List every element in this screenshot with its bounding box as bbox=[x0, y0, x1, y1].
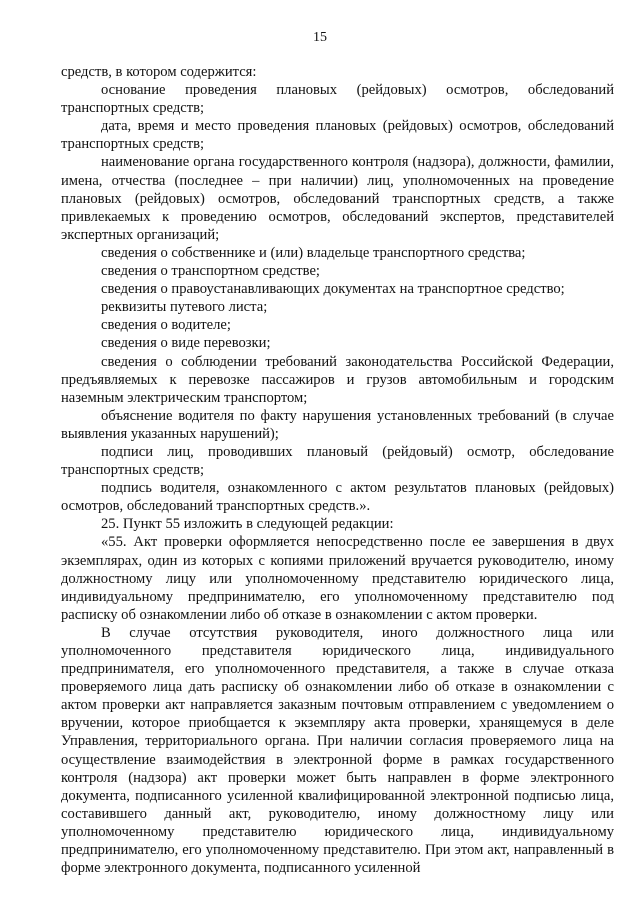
paragraph: средств, в котором содержится: bbox=[61, 64, 257, 80]
paragraph: подписи лиц, проводивших плановый (рейдовый) осмотр, обследование транспортных средств; bbox=[61, 443, 614, 479]
paragraph: сведения о виде перевозки; bbox=[101, 335, 271, 352]
paragraph: сведения о собственнике и (или) владельце транспортного средства; bbox=[101, 244, 526, 261]
paragraph: объяснение водителя по факту нарушения установленных требований (в случае выявления указанных нарушений); bbox=[61, 407, 614, 442]
paragraph: сведения о водителе; bbox=[101, 317, 231, 334]
paragraph: сведения о правоустанавливающих документах на транспортное средство; bbox=[101, 281, 565, 298]
paragraph: подпись водителя, ознакомленного с актом результатов плановых (рейдовых) осмотров, обследований транспортных средств.». bbox=[61, 480, 614, 515]
paragraph: дата, время и место проведения плановых (рейдовых) осмотров, обследований транспортных средств; bbox=[61, 118, 614, 153]
page-number: 15 bbox=[313, 30, 327, 45]
paragraph: сведения о соблюдении требований законодательства Российской Федерации, предъявляемых к перевозке пассажиров и грузов автомобильным и городским наземным электрическим транспортом; bbox=[61, 353, 614, 406]
paragraph: основание проведения плановых (рейдовых) осмотров, обследований транспортных средств; bbox=[61, 82, 614, 117]
paragraph: «55. Акт проверки оформляется непосредственно после ее завершения в двух экземплярах, один из которых с копиями приложений вручается руководителю, иному должностному лицу или уполномоченному представителю юридического лица, индивидуальному предпринимателю, его уполномоченному представителю под расписку об ознакомлении либо об отказе в ознакомлении с актом проверки. bbox=[61, 534, 614, 623]
document-body bbox=[61, 63, 614, 877]
paragraph: сведения о транспортном средстве; bbox=[101, 263, 320, 280]
paragraph: наименование органа государственного контроля (надзора), должности, фамилии, имена, отчества (последнее – при наличии) лиц, уполномоченных на проведение плановых (рейдовых) осмотров, обследований транспортных средств, а также привлекаемых к проведению осмотров, обследований экспертов, представителей экспертных организаций; bbox=[61, 154, 614, 243]
paragraph: 25. Пункт 55 изложить в следующей редакции: bbox=[101, 516, 394, 533]
paragraph: В случае отсутствия руководителя, иного должностного лица или уполномоченного представителя юридического лица, индивидуального предпринимателя, его уполномоченного представителя, а также в случае отказа проверяемого лица дать расписку об ознакомлении либо об отказе в ознакомлении с актом проверки акт направляется заказным почтовым отправлением с уведомлением о вручении, которое приобщается к экземпляру акта проверки, хранящемуся в деле Управления, территориального органа. При наличии согласия проверяемого лица на осуществление взаимодействия в электронной форме в рамках государственного контроля (надзора) акт проверки может быть направлен в форме электронного документа, подписанного усиленной квалифицированной электронной подписью лица, составившего данный акт, руководителю, иному должностному лицу или уполномоченному представителю юридического лица, индивидуальному предпринимателю, его уполномоченному представителю. При этом акт, направленный в форме электронного документа, подписанного усиленной bbox=[61, 624, 614, 877]
paragraph: реквизиты путевого листа; bbox=[101, 299, 268, 316]
